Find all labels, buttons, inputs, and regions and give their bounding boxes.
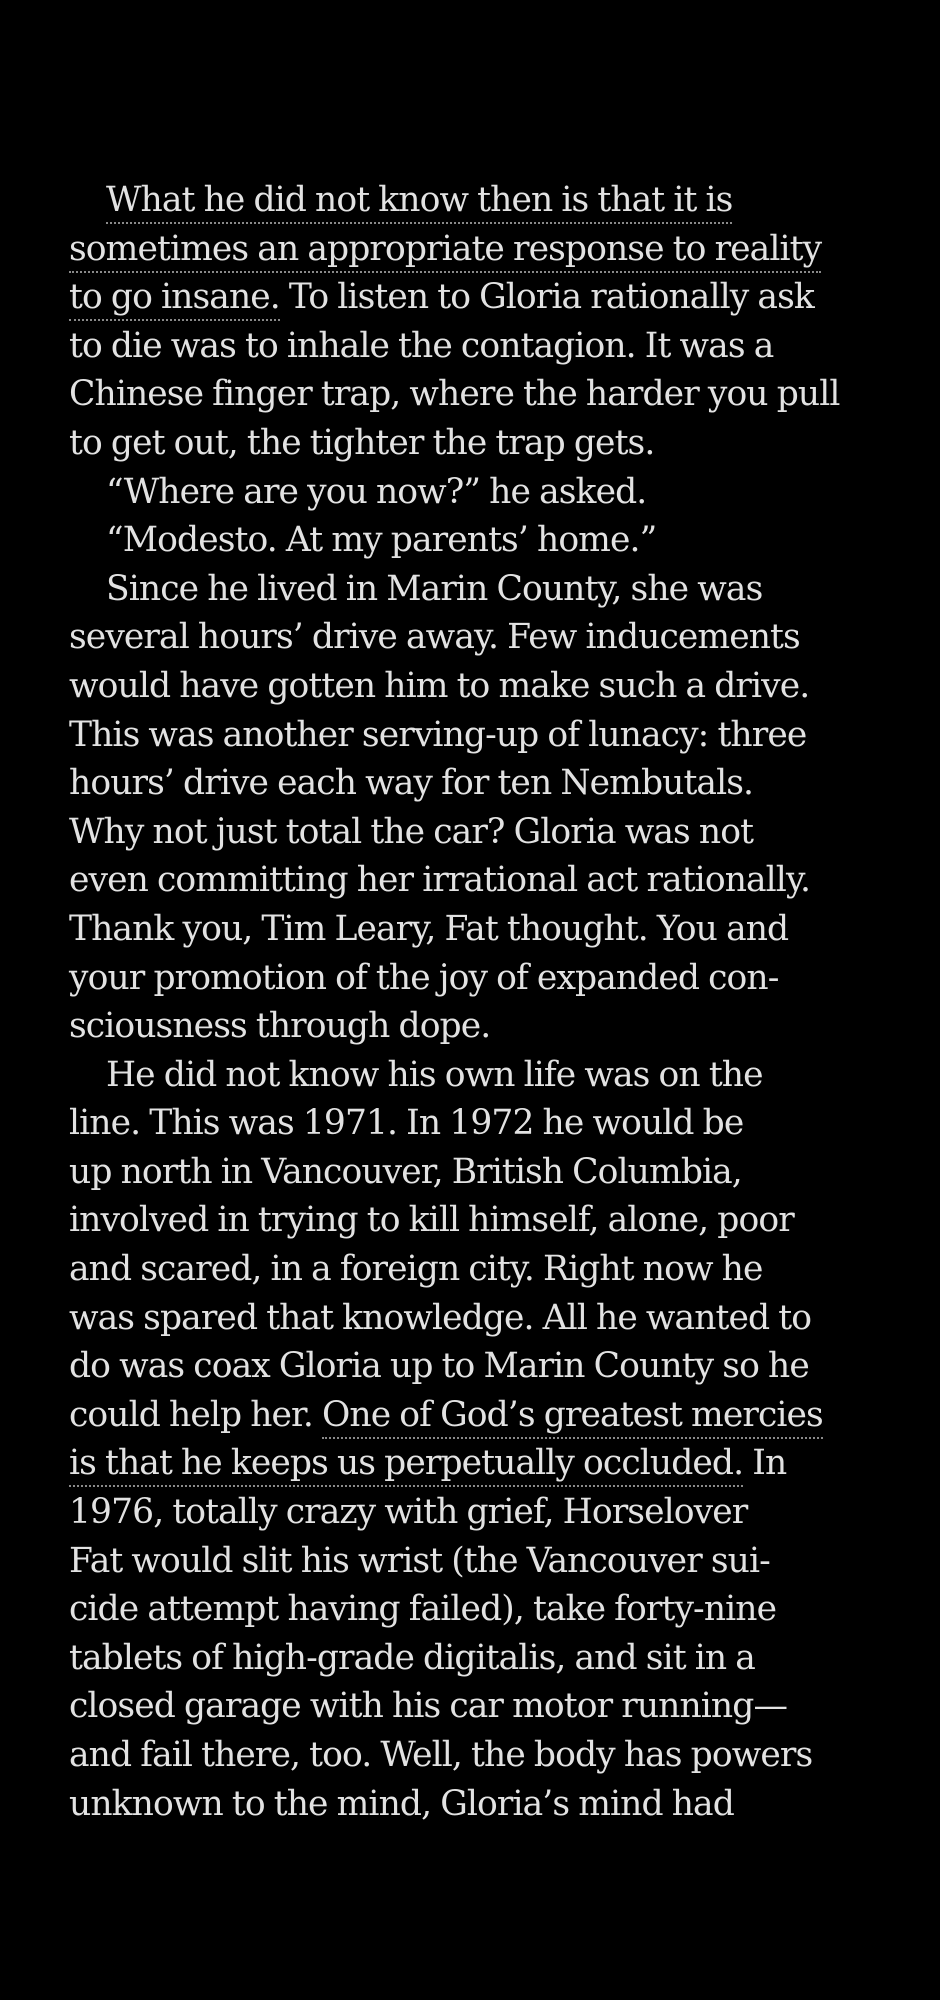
highlight[interactable]: is that he keeps us perpetually occluded.: [69, 1443, 743, 1487]
text-line: up north in Vancouver, British Columbia,: [69, 1151, 742, 1192]
highlight[interactable]: One of God’s greatest mercies: [322, 1395, 823, 1439]
text-line: tablets of high-grade digitalis, and sit in a: [69, 1637, 755, 1678]
text-line: to die was to inhale the contagion. It was a: [69, 325, 774, 366]
text-line: “Modesto. At my parents’ home.”: [106, 520, 657, 561]
text-line: your promotion of the joy of expanded con-: [69, 957, 779, 998]
text-line: cide attempt having failed), take forty-nine: [69, 1589, 777, 1630]
text-line: sciousness through dope.: [69, 1006, 491, 1047]
text-line: 1976, totally crazy with grief, Horselover: [69, 1492, 748, 1533]
text-line: would have gotten him to make such a drive.: [69, 665, 810, 706]
text-line: Since he lived in Marin County, she was: [106, 568, 763, 609]
text-line: This was another serving-up of lunacy: three: [69, 714, 807, 755]
text-line: [69, 1439, 889, 1488]
text-line: do was coax Gloria up to Marin County so he: [69, 1346, 809, 1387]
highlight[interactable]: What he did not know then is that it is: [106, 180, 732, 224]
text-line: Chinese finger trap, where the harder you pull: [69, 374, 840, 415]
text-run: In: [743, 1443, 787, 1484]
text-line: “Where are you now?” he asked.: [106, 471, 647, 512]
text-line: hours’ drive each way for ten Nembutals.: [69, 763, 754, 804]
text-line: and fail there, too. Well, the body has powers: [69, 1735, 813, 1775]
text-line: [69, 1391, 889, 1440]
text-line: Fat would slit his wrist (the Vancouver sui-: [69, 1540, 770, 1581]
text-line: Thank you, Tim Leary, Fat thought. You and: [69, 908, 789, 949]
highlight[interactable]: to go insane.: [69, 277, 280, 321]
book-text: [69, 176, 889, 1828]
text-line: unknown to the mind, Gloria’s mind had: [69, 1783, 734, 1824]
text-line: [69, 273, 889, 322]
text-line: was spared that knowledge. All he wanted to: [69, 1297, 812, 1338]
text-line: [69, 225, 889, 274]
text-run: could help her.: [69, 1394, 322, 1435]
text-line: He did not know his own life was on the: [106, 1054, 763, 1095]
text-line: to get out, the tighter the trap gets.: [69, 422, 655, 463]
text-line: several hours’ drive away. Few inducements: [69, 617, 800, 658]
text-line: and scared, in a foreign city. Right now he: [69, 1249, 763, 1290]
text-line: involved in trying to kill himself, alone, poor: [69, 1200, 794, 1241]
text-line: [69, 176, 889, 225]
text-line: Why not just total the car? Gloria was not: [69, 811, 754, 852]
text-line: line. This was 1971. In 1972 he would be: [69, 1103, 744, 1144]
text-run: To listen to Gloria rationally ask: [279, 277, 814, 318]
text-line: even committing her irrational act rationally.: [69, 860, 811, 901]
text-line: closed garage with his car motor running—: [69, 1686, 788, 1727]
highlight[interactable]: sometimes an appropriate response to reality: [69, 229, 821, 273]
